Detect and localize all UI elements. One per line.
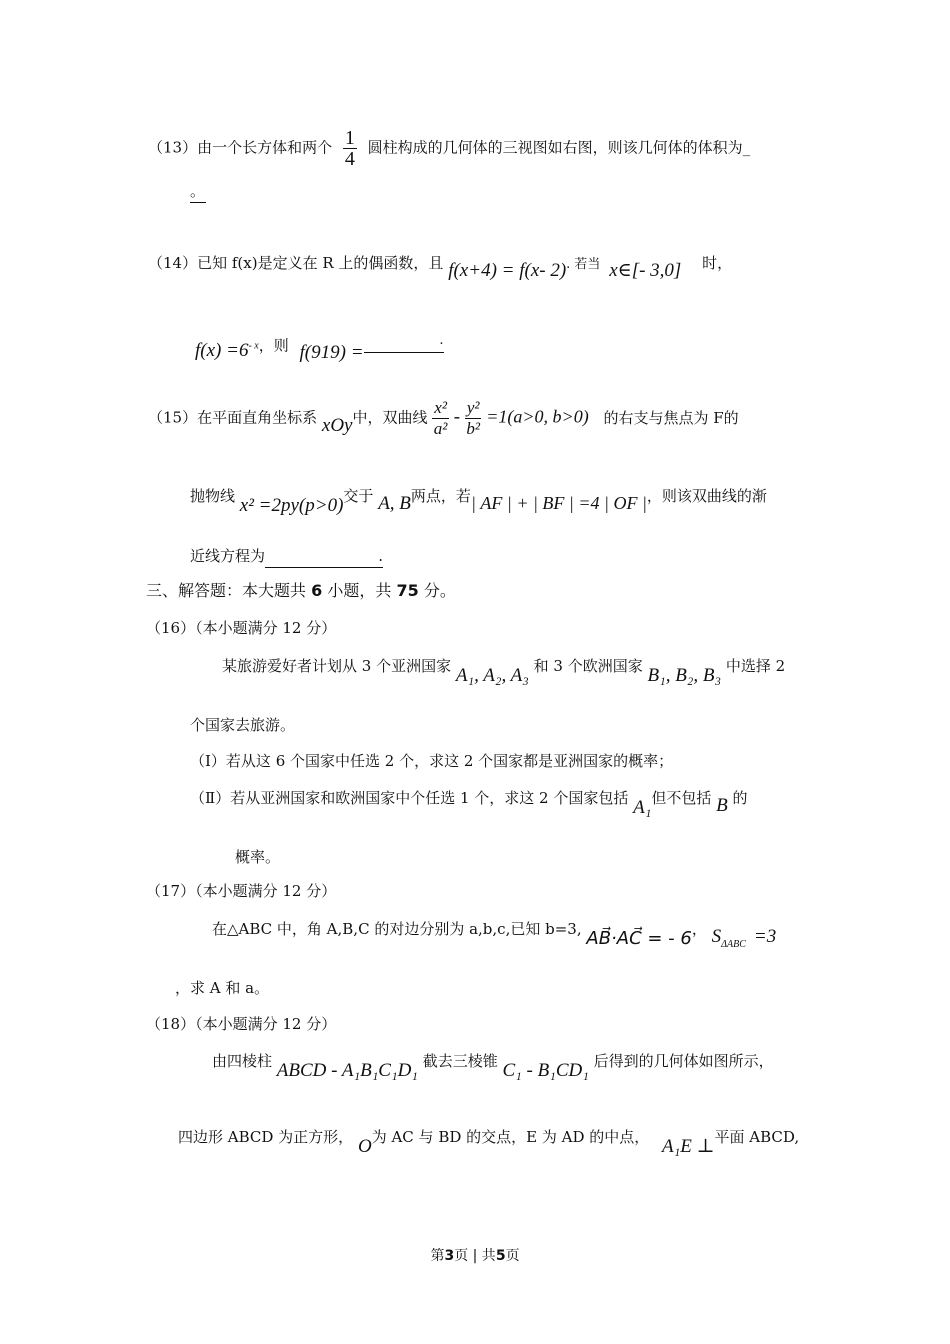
q15-line2-b: 交于: [343, 487, 374, 505]
q14-line1: [148, 252, 733, 281]
q15-points: A, B: [378, 493, 411, 514]
section3-heading: 三、解答题：本大题共 6 小题，共 75 分。: [146, 581, 456, 600]
q16-part2-line2: 概率。: [235, 848, 281, 866]
q13-line1: [148, 128, 750, 169]
q15-frac-y: $\frac{\text{y²}}{\text{b²}}$: [466, 398, 480, 438]
q14-text-c: 时，: [702, 254, 733, 272]
q15-text-c: 的右支与焦点为 F的: [603, 408, 739, 427]
q14-equation: f(x+4) = f(x- 2): [448, 260, 567, 281]
q14-fx: $f(x) =6^{- x}$: [195, 340, 259, 362]
footer-total-pages: 5: [495, 1248, 506, 1264]
q14-text-b: . 若当: [566, 257, 601, 272]
q14-f919: f(919) =: [299, 342, 364, 364]
q15-line1: [148, 398, 739, 439]
q15-frac-x: $\frac{\text{x²}}{\text{a²}}$: [433, 398, 448, 438]
section3-count: 6: [311, 581, 323, 600]
q16-text-a: 某旅游爱好者计划从 3 个亚洲国家: [222, 657, 452, 675]
q18-perpendicular: A₁E ⊥: [662, 1136, 715, 1157]
q16-text-b: 和 3 个欧洲国家: [533, 657, 643, 675]
q17-line2: ，求 A 和 a。: [175, 979, 270, 997]
q18-text-b: 截去三棱锥: [422, 1052, 498, 1070]
q13-number: （13）: [148, 138, 198, 157]
q15-number: （15）: [148, 408, 198, 427]
q16-asia-countries: A₁, A₂, A₃: [455, 665, 529, 686]
q15-line2-d: ，则该双曲线的渐: [646, 487, 767, 505]
q16-text-c: 中选择 2: [725, 657, 786, 675]
q17-text-a: 在△ABC 中，角 A,B,C 的对边分别为 a,b,c,已知 b=3,: [212, 920, 582, 938]
q15-text-a: 在平面直角坐标系: [197, 408, 318, 427]
q17-header: （17）（本小题满分 12 分）: [146, 882, 337, 900]
q14-line2: [195, 330, 444, 364]
q14-text-a: 已知 f(x)是定义在 R 上的偶函数，且: [197, 254, 444, 272]
q15-text-b: 中，双曲线: [352, 408, 428, 427]
q15-distance-condition: | AF | + | BF | =4 | OF |: [470, 493, 647, 513]
q16-header: （16）（本小题满分 12 分）: [146, 619, 337, 637]
q13-fraction: $\frac{1}{4}$: [344, 127, 355, 170]
q15-line2: [190, 484, 767, 516]
q16-part2: （Ⅱ）若从亚洲国家和欧洲国家中个任选 1 个，求这 2 个国家包括 A₁但不包括 B 的: [190, 789, 748, 818]
q16-part1: （Ⅰ）若从这 6 个国家中任选 2 个，求这 2 个国家都是亚洲国家的概率；: [190, 752, 674, 770]
q14-condition: x∈[- 3,0]: [609, 260, 682, 281]
q13-text-a: 由一个长方体和两个: [197, 138, 333, 157]
page-footer: 第3页 | 共5页: [430, 1248, 520, 1264]
q18-prism: ABCD - A₁B₁C₁D₁: [276, 1060, 418, 1081]
q17-dot-product: AB⃗·AC⃗ = - 6: [586, 928, 692, 949]
q18-line2: 四边形 ABCD 为正方形， O为 AC 与 BD 的交点，E 为 AD 的中点， A₁E ⊥平面 ABCD,: [178, 1128, 800, 1157]
q15-line2-a: 抛物线: [190, 487, 236, 505]
q18-line1: [212, 1050, 774, 1081]
q15-line3-text: 近线方程为: [190, 547, 266, 565]
q15-coord: xOy: [321, 414, 353, 436]
q16-europe-countries: B₁, B₂, B₃: [647, 665, 722, 686]
q15-parabola: x² =2py(p>0): [239, 495, 344, 516]
footer-page-number: 3: [444, 1248, 455, 1264]
q17-line1: 在△ABC 中，角 A,B,C 的对边分别为 a,b,c,已知 b=3, AB⃗·AC⃗ = - 6， $S_{\Delta ABC} =3$: [212, 920, 777, 950]
q16-line1: [222, 655, 786, 686]
q17-area: $S_{\Delta ABC} =3$: [711, 926, 777, 950]
q18-header: （18）（本小题满分 12 分）: [146, 1015, 337, 1033]
q16-a1: A₁: [633, 797, 652, 818]
q16-b1: B: [716, 795, 728, 816]
q15-line3: [190, 545, 383, 568]
q15-minus: -: [453, 406, 461, 428]
q18-text-c: 后得到的几何体如图所示，: [593, 1052, 774, 1070]
section3-score: 75: [396, 581, 419, 600]
q13-line2: [190, 180, 206, 203]
q15-line2-c: 两点，若: [410, 487, 471, 505]
q18-point-o: O: [357, 1136, 372, 1157]
q13-text-b: 圆柱构成的几何体的三视图如右图，则该几何体的体积为_: [367, 138, 751, 157]
q13-blank: 。: [190, 180, 206, 203]
q16-line2: 个国家去旅游。: [190, 716, 296, 734]
q15-condition: =1(a>0, b>0): [486, 406, 589, 427]
q18-pyramid: C₁ - B₁CD₁: [502, 1060, 589, 1081]
q14-text-d: ，则: [258, 336, 289, 355]
q15-blank: .: [265, 545, 383, 568]
q14-blank: .: [364, 330, 444, 353]
q14-number: （14）: [148, 254, 198, 272]
q18-text-a: 由四棱柱: [212, 1052, 273, 1070]
